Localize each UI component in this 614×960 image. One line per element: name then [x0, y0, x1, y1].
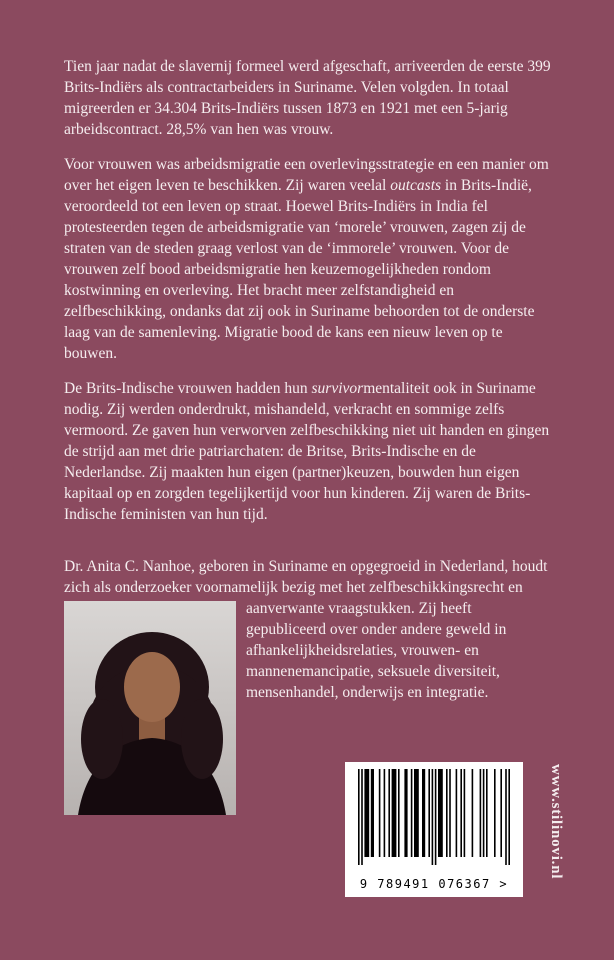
- author-bio-text-b: gepubliceerd over onder andere geweld in afhankelijkheidsrelaties, vrouwen- en mannenemancipatie, seksuele diversiteit, mensenhandel, onderwijs en integratie.: [246, 621, 507, 701]
- survivor-paragraph: [64, 378, 553, 525]
- author-bio-text-a: Dr. Anita C. Nanhoe, geboren in Suriname en opgegroeid in Nederland, houdt zich als onderzoeker voornamelijk bezig met het zelfbeschikkingsrecht en aanverwante vraagstukken. Zij heeft: [64, 558, 548, 617]
- survivor-text-a: De Brits-Indische vrouwen hadden hun: [64, 380, 312, 397]
- intro-text: Tien jaar nadat de slavernij formeel werd afgeschaft, arriveerden de eerste 399 Brits-Indiërs als contractarbeiders in Suriname. Velen volgden. In totaal migreerden er 34.304 Brits-Indiërs tussen 1873 en 1921 met een 5-jarig arbeidscontract. 28,5% van hen was vrouw.: [64, 58, 551, 138]
- back-cover-text: [64, 56, 553, 821]
- migration-text-italic: outcasts: [390, 177, 442, 194]
- author-bio: [64, 556, 553, 703]
- survivor-text-b: mentaliteit ook in Suriname nodig. Zij werden onderdrukt, mishandeld, verkracht en sommige zelfs vermoord. Ze gaven hun verworven zelfbeschikking niet uit handen en gingen de strijd aan met drie patriarchaten: de Britse, Brits-Indische en de Nederlandse. Zij maakten hun eigen (partner)keuzen, bouwden hun eigen kapitaal op en zorgden tegelijkertijd voor hun kinderen. Zij waren de Brits-Indische feministen van hun tijd.: [64, 380, 550, 523]
- hair: [81, 699, 123, 779]
- survivor-text-italic: survivor: [311, 380, 364, 397]
- hair: [181, 699, 223, 779]
- barcode-bars: [358, 769, 510, 865]
- isbn-number: 9 789491 076367 >: [359, 877, 509, 891]
- migration-text-a: Voor vrouwen was arbeidsmigratie een overlevingsstrategie en een manier om over het eigen leven te beschikken. Zij waren veelal: [64, 156, 549, 194]
- publisher-website: www.stilinovi.nl: [548, 764, 564, 880]
- author-photo: [64, 601, 236, 815]
- face: [124, 652, 180, 722]
- intro-paragraph: [64, 56, 553, 140]
- migration-paragraph: [64, 154, 553, 364]
- migration-text-b: in Brits-Indië, veroordeeld tot een leven op straat. Hoewel Brits-Indiërs in India fel protesteerden tegen de arbeidsmigratie van ‘morele’ vrouwen, zagen zij de straten van de steden graag verlost van de ‘immorele’ vrouwen. Voor de vrouwen zelf bood arbeidsmigratie hen keuzemogelijkheden rondom kostwinning en overleving. Het bracht meer zelfstandigheid en zelfbeschikking, ondanks dat zij ook in Suriname behoorden tot de onderste laag van de samenleving. Migratie bood de kans een nieuw leven op te bouwen.: [64, 177, 535, 362]
- isbn-barcode: [345, 762, 523, 897]
